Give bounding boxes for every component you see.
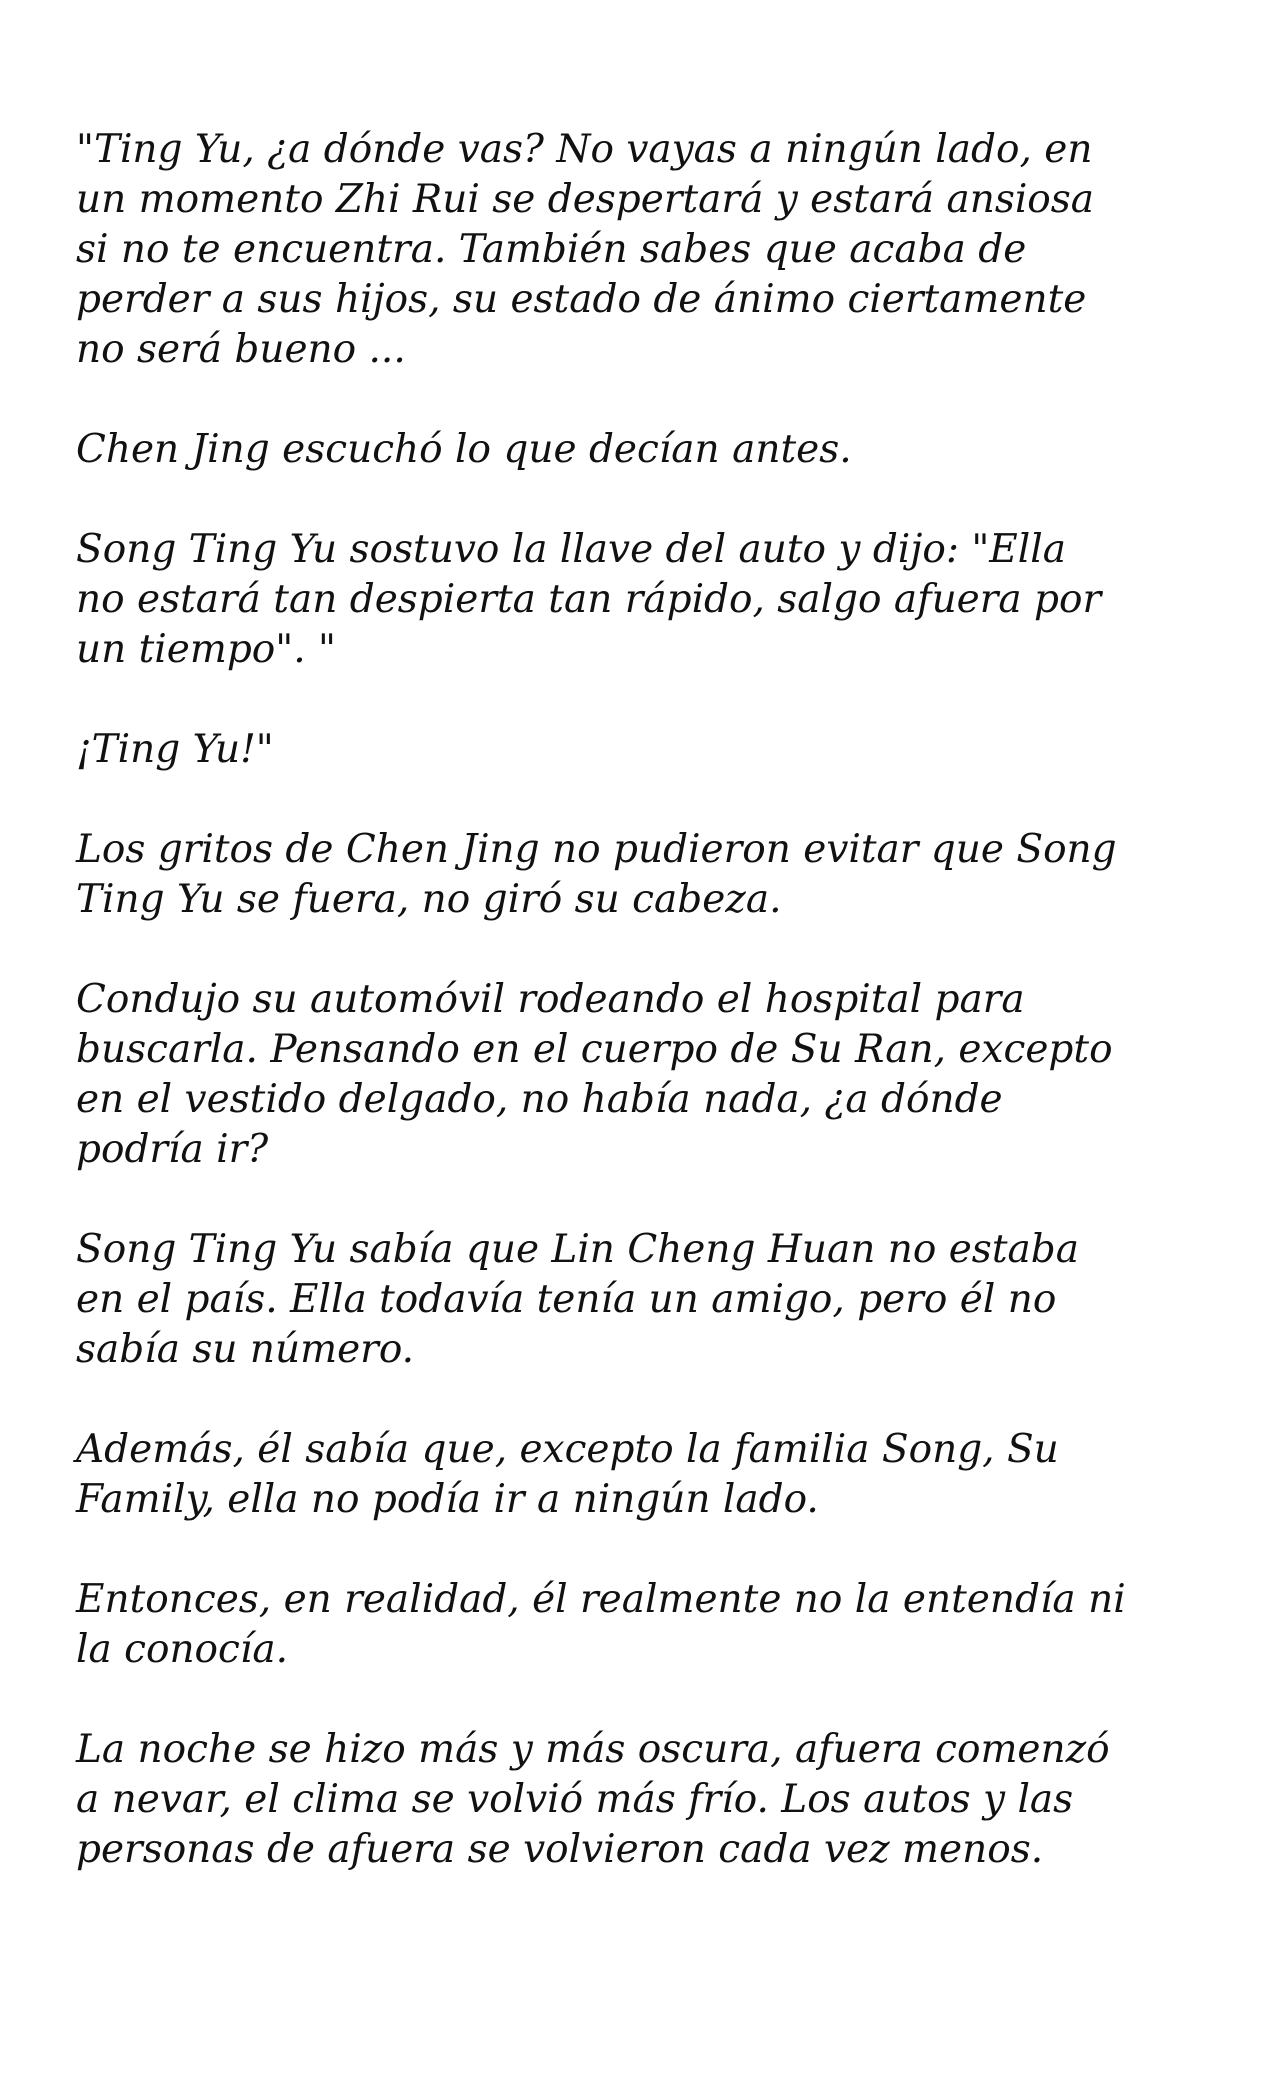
text-line: a nevar, el clima se volvió más frío. Los autos y las (76, 1777, 1074, 1822)
paragraph-5 (76, 825, 1216, 925)
text-line: un tiempo". " (76, 627, 336, 672)
paragraph-7 (76, 1225, 1216, 1375)
text-line: Chen Jing escuchó lo que decían antes. (76, 427, 852, 472)
text-line: Entonces, en realidad, él realmente no la entendía ni (76, 1577, 1126, 1622)
story-text (76, 125, 1216, 1925)
text-line: si no te encuentra. También sabes que acaba de (76, 227, 1027, 272)
paragraph-3 (76, 525, 1216, 675)
text-line: Los gritos de Chen Jing no pudieron evitar que Song (76, 827, 1117, 872)
text-line: en el país. Ella todavía tenía un amigo, pero él no (76, 1277, 1057, 1322)
text-line: Ting Yu se fuera, no giró su cabeza. (76, 877, 782, 922)
paragraph-2 (76, 425, 1216, 475)
text-line: Además, él sabía que, excepto la familia Song, Su (76, 1427, 1059, 1472)
text-line: Family, ella no podía ir a ningún lado. (76, 1477, 819, 1522)
text-line: personas de afuera se volvieron cada vez menos. (76, 1827, 1044, 1872)
paragraph-4 (76, 725, 1216, 775)
text-line: sabía su número. (76, 1327, 415, 1372)
paragraph-8 (76, 1425, 1216, 1525)
text-line: buscarla. Pensando en el cuerpo de Su Ran, excepto (76, 1027, 1113, 1072)
text-line: "Ting Yu, ¿a dónde vas? No vayas a ningún lado, en (76, 127, 1093, 172)
text-line: un momento Zhi Rui se despertará y estará ansiosa (76, 177, 1095, 222)
text-line: la conocía. (76, 1627, 289, 1672)
text-line: Condujo su automóvil rodeando el hospital para (76, 977, 1025, 1022)
text-line: en el vestido delgado, no había nada, ¿a dónde (76, 1077, 1003, 1122)
text-line: ¡Ting Yu!" (76, 727, 274, 772)
text-line: no estará tan despierta tan rápido, salgo afuera por (76, 577, 1102, 622)
text-line: no será bueno ... (76, 327, 406, 372)
paragraph-6 (76, 975, 1216, 1175)
text-line: Song Ting Yu sostuvo la llave del auto y dijo: "Ella (76, 527, 1066, 572)
text-line: La noche se hizo más y más oscura, afuera comenzó (76, 1727, 1110, 1772)
text-line: Song Ting Yu sabía que Lin Cheng Huan no estaba (76, 1227, 1079, 1272)
paragraph-10 (76, 1725, 1216, 1875)
paragraph-1 (76, 125, 1216, 375)
paragraph-9 (76, 1575, 1216, 1675)
text-line: podría ir? (76, 1127, 269, 1172)
text-line: perder a sus hijos, su estado de ánimo ciertamente (76, 277, 1087, 322)
